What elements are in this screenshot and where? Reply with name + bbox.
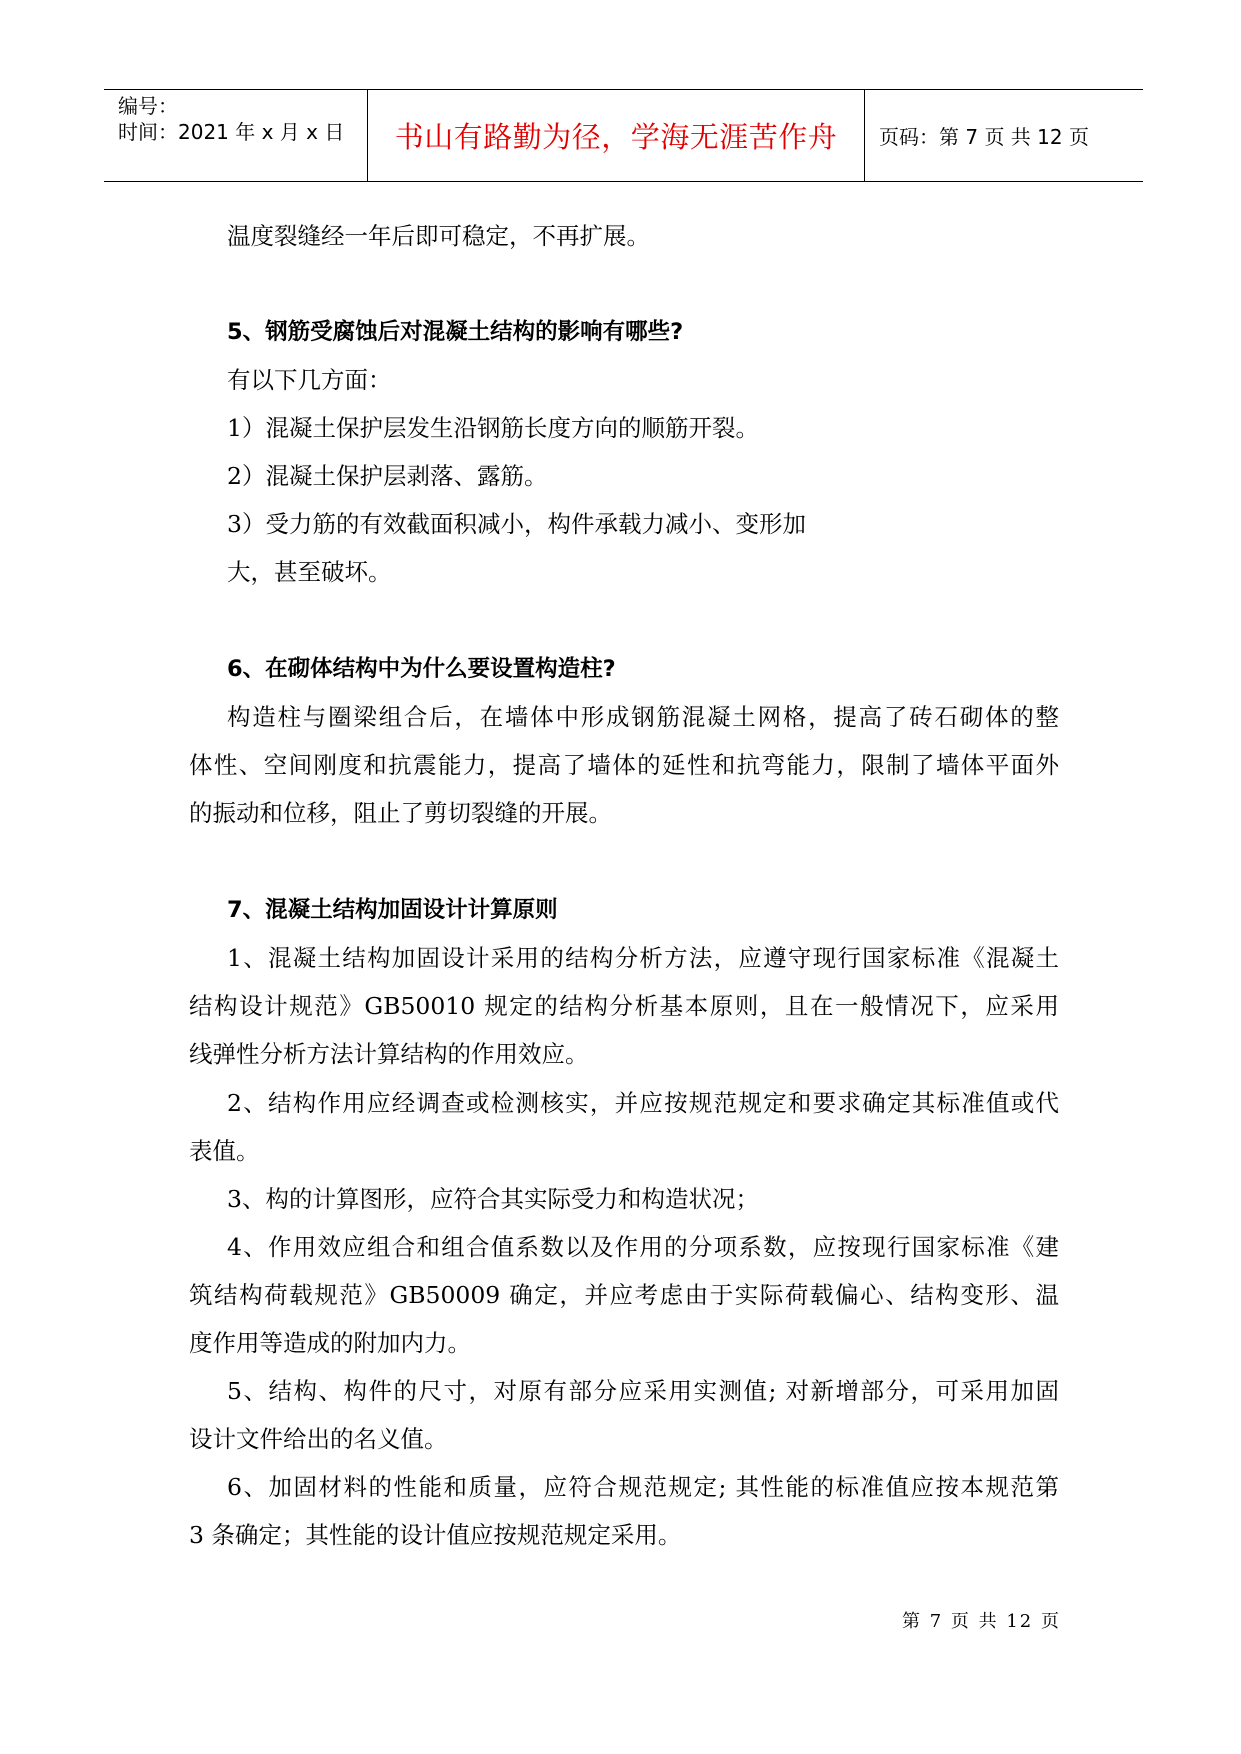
document-header [104,89,1143,182]
body-line: 结构设计规范》GB50010 规定的结构分析基本原则，且在一般情况下，应采用 [189,992,1059,1020]
body-line: 2、结构作用应经调查或检测核实，并应按规范规定和要求确定其标准值或代 [227,1089,1059,1117]
list-item: 2）混凝土保护层剥落、露筋。 [227,462,548,490]
body-line: 4、作用效应组合和组合值系数以及作用的分项系数，应按现行国家标准《建 [227,1233,1059,1261]
list-item: 3）受力筋的有效截面积减小，构件承载力减小、变形加 [227,510,806,538]
list-item: 1）混凝土保护层发生沿钢筋长度方向的顺筋开裂。 [227,414,759,442]
body-line: 3 条确定；其性能的设计值应按规范规定采用。 [189,1521,682,1549]
body-line: 表值。 [189,1137,260,1165]
body-line: 3、构的计算图形，应符合其实际受力和构造状况； [227,1185,759,1213]
page-footer: 第 7 页 共 12 页 [902,1611,1061,1632]
header-page-cell [865,90,1143,181]
document-code-label: 编号： [118,94,178,118]
section-heading-6: 6、在砌体结构中为什么要设置构造柱? [227,656,616,682]
section-heading-7: 7、混凝土结构加固设计计算原则 [227,897,558,923]
header-motto-cell [368,90,865,181]
body-line: 构造柱与圈梁组合后，在墙体中形成钢筋混凝土网格，提高了砖石砌体的整 [227,703,1059,731]
body-line: 的振动和位移，阻止了剪切裂缝的开展。 [189,799,612,827]
body-line: 1、混凝土结构加固设计采用的结构分析方法，应遵守现行国家标准《混凝土 [227,944,1059,972]
section-heading-5: 5、钢筋受腐蚀后对混凝土结构的影响有哪些? [227,319,684,345]
header-motto: 书山有路勤为径，学海无涯苦作舟 [394,120,838,154]
body-line: 筑结构荷载规范》GB50009 确定，并应考虑由于实际荷载偏心、结构变形、温 [189,1281,1059,1309]
body-line: 线弹性分析方法计算结构的作用效应。 [189,1040,589,1068]
body-line: 度作用等造成的附加内力。 [189,1329,471,1357]
document-time-label: 时间：2021 年 x 月 x 日 [118,120,345,144]
body-line: 5、结构、构件的尺寸，对原有部分应采用实测值; 对新增部分，可采用加固 [227,1377,1059,1405]
header-page-number: 页码：第 7 页 共 12 页 [879,125,1089,149]
body-line: 体性、空间刚度和抗震能力，提高了墙体的延性和抗弯能力，限制了墙体平面外 [189,751,1059,779]
header-meta-cell [104,90,368,181]
body-line: 大，甚至破坏。 [227,558,392,586]
body-line: 有以下几方面： [227,366,392,394]
body-line: 温度裂缝经一年后即可稳定，不再扩展。 [227,222,650,250]
body-line: 设计文件给出的名义值。 [189,1425,448,1453]
body-line: 6、加固材料的性能和质量，应符合规范规定; 其性能的标准值应按本规范第 [227,1473,1059,1501]
